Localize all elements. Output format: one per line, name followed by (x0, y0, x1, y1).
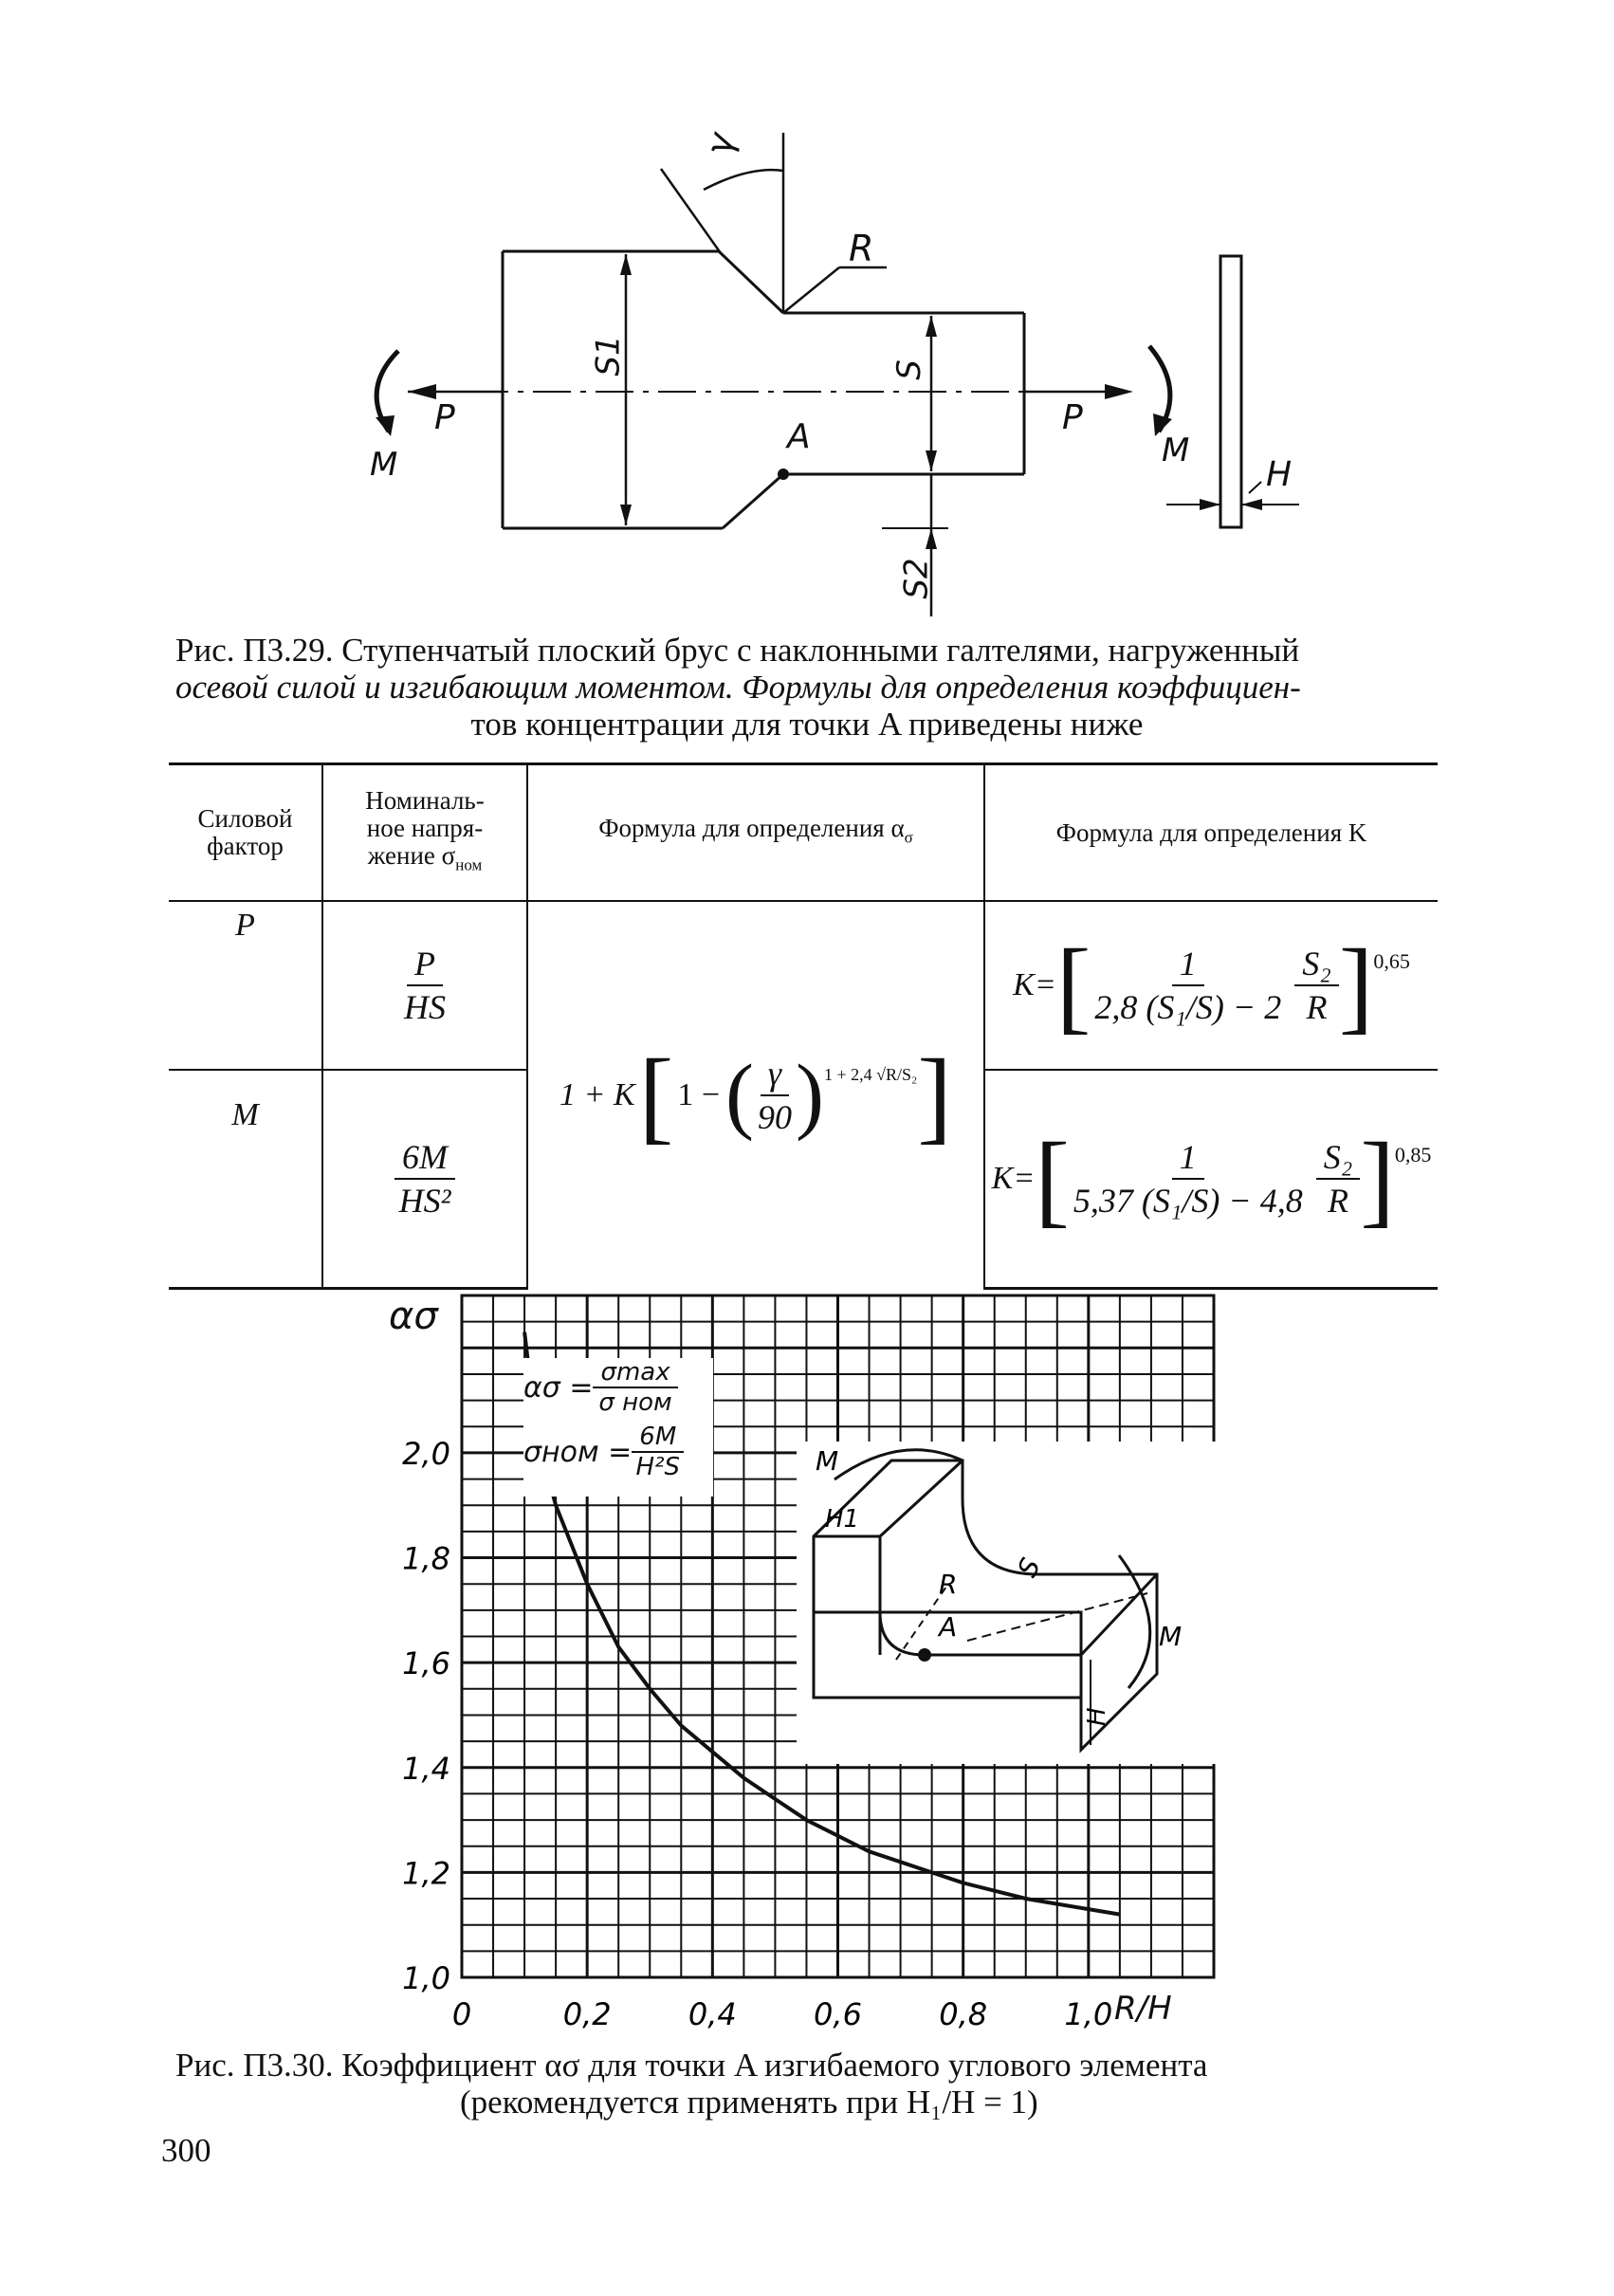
x-tick-label: 1,0 (1064, 1996, 1113, 2032)
inset-r-label: R (939, 1569, 958, 1600)
formula1-left: ασ = (523, 1370, 594, 1405)
curve-point (1088, 1909, 1089, 1910)
inset-s-label: S (1011, 1552, 1047, 1582)
fig30-caption (175, 2047, 1439, 2121)
curve-point (1056, 1903, 1057, 1904)
row-m-k: K= [ $\frac{1}{\text{5,37 (S₁/S) − 4,8}}$ $\frac{\text{S₂}}{R}$ ] 0,85 (984, 1070, 1438, 1289)
curve-point (869, 1851, 870, 1852)
alpha-den: 90 (757, 1097, 792, 1136)
header-nominal-sub: ном (455, 855, 483, 874)
curve-point (837, 1835, 838, 1836)
inset-m-right-label: M (1159, 1621, 1183, 1652)
inset-m-top-label: M (816, 1445, 839, 1477)
fig29-caption-line1: Рис. П3.29. Ступенчатый плоский брус с наклонными галтелями, нагруженный (175, 632, 1300, 669)
y-tick-label: 1,4 (402, 1750, 450, 1787)
row-p-k-ratio-den: R (1306, 988, 1328, 1026)
header-factor (169, 764, 322, 902)
curve-point (650, 1688, 651, 1689)
formula-table (169, 762, 1438, 1290)
y-tick-label: 1,2 (402, 1855, 450, 1892)
x-tick-label: 0,4 (688, 1996, 737, 2032)
y-tick-label: 2,0 (402, 1435, 450, 1472)
table-header-row (169, 764, 1438, 902)
p-right-label: P (1062, 398, 1083, 437)
p-left-label: P (434, 398, 455, 437)
inset-point-a-marker (918, 1648, 931, 1662)
header-alpha-sub: σ (904, 828, 913, 847)
x-tick-label: 0,2 (562, 1996, 612, 2032)
curve-point (556, 1505, 557, 1506)
y-tick-label: 1,0 (402, 1960, 450, 1996)
fig29-caption-line2: осевой силой и изгибающим моментом. Формулы для определения коэффициен- (175, 669, 1301, 706)
curve-point (806, 1820, 807, 1821)
r-label: R (849, 228, 874, 269)
curve-point (1025, 1899, 1026, 1900)
m-right-label: M (1162, 432, 1190, 469)
curve-point (587, 1584, 588, 1585)
curve-point (931, 1872, 932, 1873)
fig29-caption-line3: тов концентрации для точки A приведены ниже (470, 706, 1144, 743)
s2-label: S2 (897, 558, 936, 599)
row-p-factor: P (169, 901, 322, 1070)
table-row-p (169, 901, 1438, 1070)
point-a-marker (778, 468, 789, 480)
y-tick-label: 1,8 (402, 1540, 450, 1577)
curve-point (900, 1862, 901, 1863)
header-factor-l2: фактор (207, 832, 284, 860)
header-alpha-text: Формула для определения α (598, 813, 905, 842)
alpha-formula-cell: 1 + K [ 1 − ( $\frac{\gamma}{90}$ ) 1 + 2,4 √R/S₂ ] (527, 901, 984, 1289)
row-p-k-exp: 0,65 (1373, 949, 1410, 973)
formula1-num: σmax (593, 1358, 677, 1388)
formula2-den: H²S (635, 1453, 681, 1481)
alpha-prefix: 1 + K (559, 1076, 635, 1112)
row-p-stress-num: P (407, 943, 443, 986)
row-m-k-ratio-den: R (1327, 1182, 1348, 1220)
gamma-label: γ (697, 130, 743, 158)
row-p-k-ratio-num: S₂ (1294, 943, 1339, 986)
x-tick-label: 0 (451, 1996, 472, 2032)
row-m-stress (322, 1070, 527, 1289)
curve-point (743, 1777, 744, 1778)
fig29-caption (175, 632, 1439, 743)
header-alpha (527, 764, 984, 902)
curve-point (712, 1752, 713, 1753)
header-k (984, 764, 1438, 902)
row-p-k-prefix: K= (1013, 967, 1056, 1002)
row-m-k-den: 5,37 (S₁/S) − 4,8 (1073, 1182, 1303, 1220)
row-m-stress-den: HS² (398, 1182, 451, 1220)
x-axis-label: R/H (1114, 1990, 1172, 2028)
header-nominal-l3: жение σ (367, 840, 456, 870)
row-p-k-den: 2,8 (S₁/S) − 2 (1094, 988, 1282, 1026)
curve-point (1119, 1914, 1120, 1915)
row-p-k-num: 1 (1172, 943, 1204, 986)
header-nominal-l2: ное напря- (366, 813, 484, 842)
row-m-k-ratio-num: S₂ (1316, 1136, 1361, 1180)
curve-point (618, 1646, 619, 1647)
inset-h-label: H (1083, 1707, 1111, 1726)
curve-point (775, 1798, 776, 1799)
row-p-stress-den: HS (404, 988, 446, 1026)
inset-h1-label: H1 (825, 1505, 860, 1534)
row-p-k: K= [ $\frac{1}{\text{2,8 (S₁/S) − 2}}$ $\frac{\text{S₂}}{R}$ ] 0,65 (984, 901, 1438, 1070)
header-nominal (322, 764, 527, 902)
header-nominal-l1: Номиналь- (365, 785, 485, 815)
fig30-caption-line2: (рекомендуется применять при H₁/H = 1) (460, 2084, 1038, 2121)
s1-label: S1 (589, 335, 628, 377)
h-label: H (1266, 455, 1293, 494)
formula1-den: σ ном (598, 1388, 672, 1417)
s-label: S (890, 359, 928, 380)
inset-a-label: A (939, 1611, 958, 1643)
fig30-caption-line1: Рис. П3.30. Коэффициент ασ для точки A изгибаемого углового элемента (175, 2047, 1208, 2084)
page-number: 300 (161, 2132, 211, 2169)
angular-element-sketch (797, 1442, 1223, 1764)
x-tick-label: 0,6 (814, 1996, 862, 2032)
alpha-exp: 1 + 2,4 √R/S₂ (823, 1064, 918, 1084)
row-m-k-prefix: K= (991, 1161, 1036, 1196)
curve-point (994, 1890, 995, 1891)
row-m-k-exp: 0,85 (1394, 1143, 1432, 1166)
y-tick-label: 1,6 (402, 1645, 450, 1682)
alpha-num: γ (761, 1053, 789, 1096)
curve-point (681, 1725, 682, 1726)
y-axis-label: ασ (389, 1295, 438, 1338)
row-m-stress-num: 6M (394, 1136, 455, 1180)
m-left-label: M (370, 446, 398, 484)
row-p-stress (322, 901, 527, 1070)
row-m-k-num: 1 (1172, 1136, 1204, 1180)
formula2-num: 6M (632, 1423, 684, 1453)
formula2-left: σном = (523, 1435, 633, 1469)
chart-formula-box (523, 1358, 713, 1497)
row-m-factor: M (169, 1070, 322, 1289)
header-k-text: Формула для определения K (1055, 817, 1367, 847)
alpha-one: 1 − (677, 1076, 720, 1112)
fig29-drawing (0, 0, 1614, 616)
x-tick-label: 0,8 (939, 1996, 988, 2032)
a-label: A (787, 417, 811, 456)
header-factor-l1: Силовой (197, 804, 293, 833)
